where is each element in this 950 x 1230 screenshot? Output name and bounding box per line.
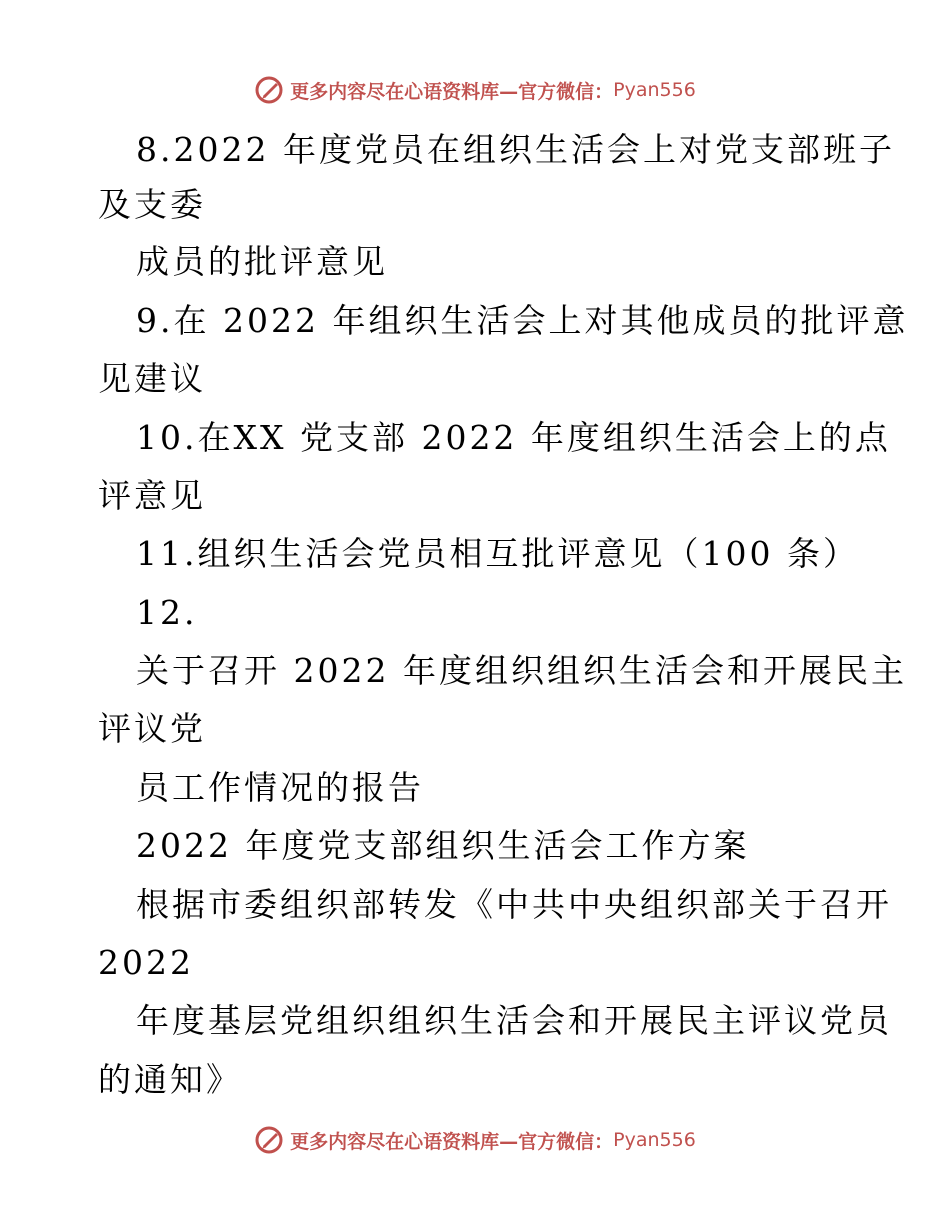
watermark-banner-top <box>0 70 950 110</box>
watermark-wechat: Pyan556 <box>613 1129 696 1151</box>
text-line: 2022 年度党支部组织生活会工作方案 <box>136 826 750 865</box>
text-line: 员工作情况的报告 <box>136 768 424 807</box>
text-line: 2022 <box>98 943 194 982</box>
text-line: 11.组织生活会党员相互批评意见（100 条） <box>136 534 859 573</box>
text-line: 9.在 2022 年组织生活会上对其他成员的批评意 <box>136 301 909 340</box>
text-line: 8.2022 年度党员在组织生活会上对党支部班子 <box>136 130 895 169</box>
text-line: 评议党 <box>98 709 206 748</box>
text-line: 关于召开 2022 年度组织组织生活会和开展民主 <box>136 651 907 690</box>
text-line: 的通知》 <box>98 1060 242 1099</box>
watermark-text: 更多内容尽在心语资料库—官方微信： <box>290 1130 614 1153</box>
text-line: 根据市委组织部转发《中共中央组织部关于召开 <box>136 885 892 924</box>
quill-seal-icon <box>254 75 284 105</box>
watermark-text: 更多内容尽在心语资料库—官方微信： <box>290 80 614 103</box>
text-line: 评意见 <box>98 476 206 515</box>
quill-seal-icon <box>254 1125 284 1155</box>
text-line: 见建议 <box>98 359 206 398</box>
watermark-wechat: Pyan556 <box>613 79 696 101</box>
text-line: 12. <box>136 593 198 632</box>
text-line: 10.在XX 党支部 2022 年度组织生活会上的点 <box>136 418 891 457</box>
text-line: 成员的批评意见 <box>136 242 388 281</box>
text-line: 及支委 <box>98 185 206 224</box>
watermark-banner-bottom <box>0 1120 950 1160</box>
text-line: 年度基层党组织组织生活会和开展民主评议党员 <box>136 1001 892 1040</box>
